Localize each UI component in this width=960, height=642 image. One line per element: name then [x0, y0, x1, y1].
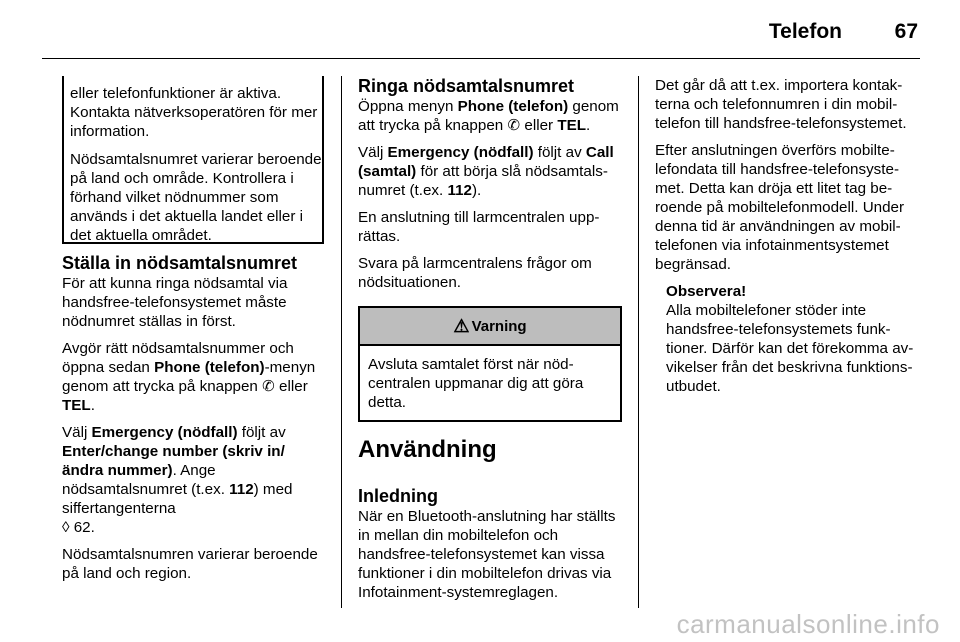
paragraph: Nödsamtalsnumren varierar beroende på land och region.	[62, 546, 318, 582]
page-reference-icon: ◊	[62, 519, 70, 536]
note-block	[655, 282, 923, 396]
watermark: carmanualsonline.info	[676, 609, 940, 639]
column-1	[62, 253, 324, 591]
section-heading: Ställa in nödsamtalsnumret	[62, 253, 298, 273]
warning-header	[360, 308, 620, 346]
paragraph: Nödsamtalsnumret varierar beroende på land och område. Kontrollera i förhand vilket nödnummer som används i det aktuella landet eller i det aktuella området.	[70, 151, 322, 244]
note-body: Alla mobiltelefoner stöder inte handsfree-telefonsystemets funktioner. Därför kan det förekomma avvikelser från det beskrivna funktionsutbudet.	[666, 302, 914, 395]
warning-body: Avsluta samtalet först när nödcentralen uppmanar dig att göra detta.	[368, 356, 584, 411]
continued-note-box	[62, 76, 324, 244]
paragraph: Avgör rätt nödsamtalsnummer och öppna sedan Phone (telefon)-menyn genom att trycka på knappen ✆ eller TEL.	[62, 340, 316, 414]
paragraph: För att kunna ringa nödsamtal via handsfree-telefonsystemet måste nödnumret ställas in först.	[62, 275, 288, 330]
warning-box	[358, 306, 622, 422]
paragraph: Öppna menyn Phone (telefon) genom att trycka på knappen ✆ eller TEL.	[358, 98, 619, 134]
paragraph: Det går då att t.ex. importera kontakterna och telefonnumren i din mobiltelefon till handsfree-telefonsystemet.	[655, 77, 907, 132]
page-title: Telefon	[768, 20, 842, 43]
column-3	[655, 76, 923, 396]
paragraph: Svara på larmcentralens frågor om nödsituationen.	[358, 255, 592, 291]
paragraph: När en Bluetooth-anslutning har ställts in mellan din mobiltelefon och handsfree-telefonsystemet kan vissa funktioner i din mobiltelefon drivas via Infotainment-systemreglagen.	[358, 508, 616, 601]
phone-icon: ✆	[262, 378, 275, 395]
column-2	[358, 76, 622, 610]
phone-icon: ✆	[507, 117, 521, 134]
paragraph: Efter anslutningen överförs mobiltelefondata till handsfree-telefonsystemet. Detta kan dröja ett litet tag beroende på mobiltelefonmodell. Under denna tid är användningen av mobiltelefonen via infotainmentsystemet begränsad.	[655, 142, 905, 273]
paragraph: En anslutning till larmcentralen upprättas.	[358, 209, 600, 245]
paragraph: Välj Emergency (nödfall) följt av Call (samtal) för att börja slå nödsamtalsnumret (t.ex. 112).	[358, 144, 614, 199]
page-number: 67	[894, 20, 918, 43]
subsection-heading: Inledning	[358, 486, 438, 506]
column-divider	[638, 76, 639, 608]
warning-icon: ⚠	[453, 315, 470, 336]
page-reference: 62.	[69, 519, 95, 536]
chapter-heading: Användning	[358, 436, 497, 463]
section-heading: Ringa nödsamtalsnumret	[358, 76, 575, 96]
note-title: Observera!	[666, 283, 747, 300]
header-rule	[42, 58, 920, 59]
warning-title: Varning	[471, 317, 527, 335]
column-divider	[341, 76, 342, 608]
paragraph: Välj Emergency (nödfall) följt av Enter/change number (skriv in/ändra nummer). Ange nödsamtalsnumret (t.ex. 112) med siffertangenterna ◊ 62.	[62, 424, 293, 536]
paragraph: eller telefonfunktioner är aktiva. Kontakta nätverksoperatören för mer information.	[70, 85, 318, 140]
